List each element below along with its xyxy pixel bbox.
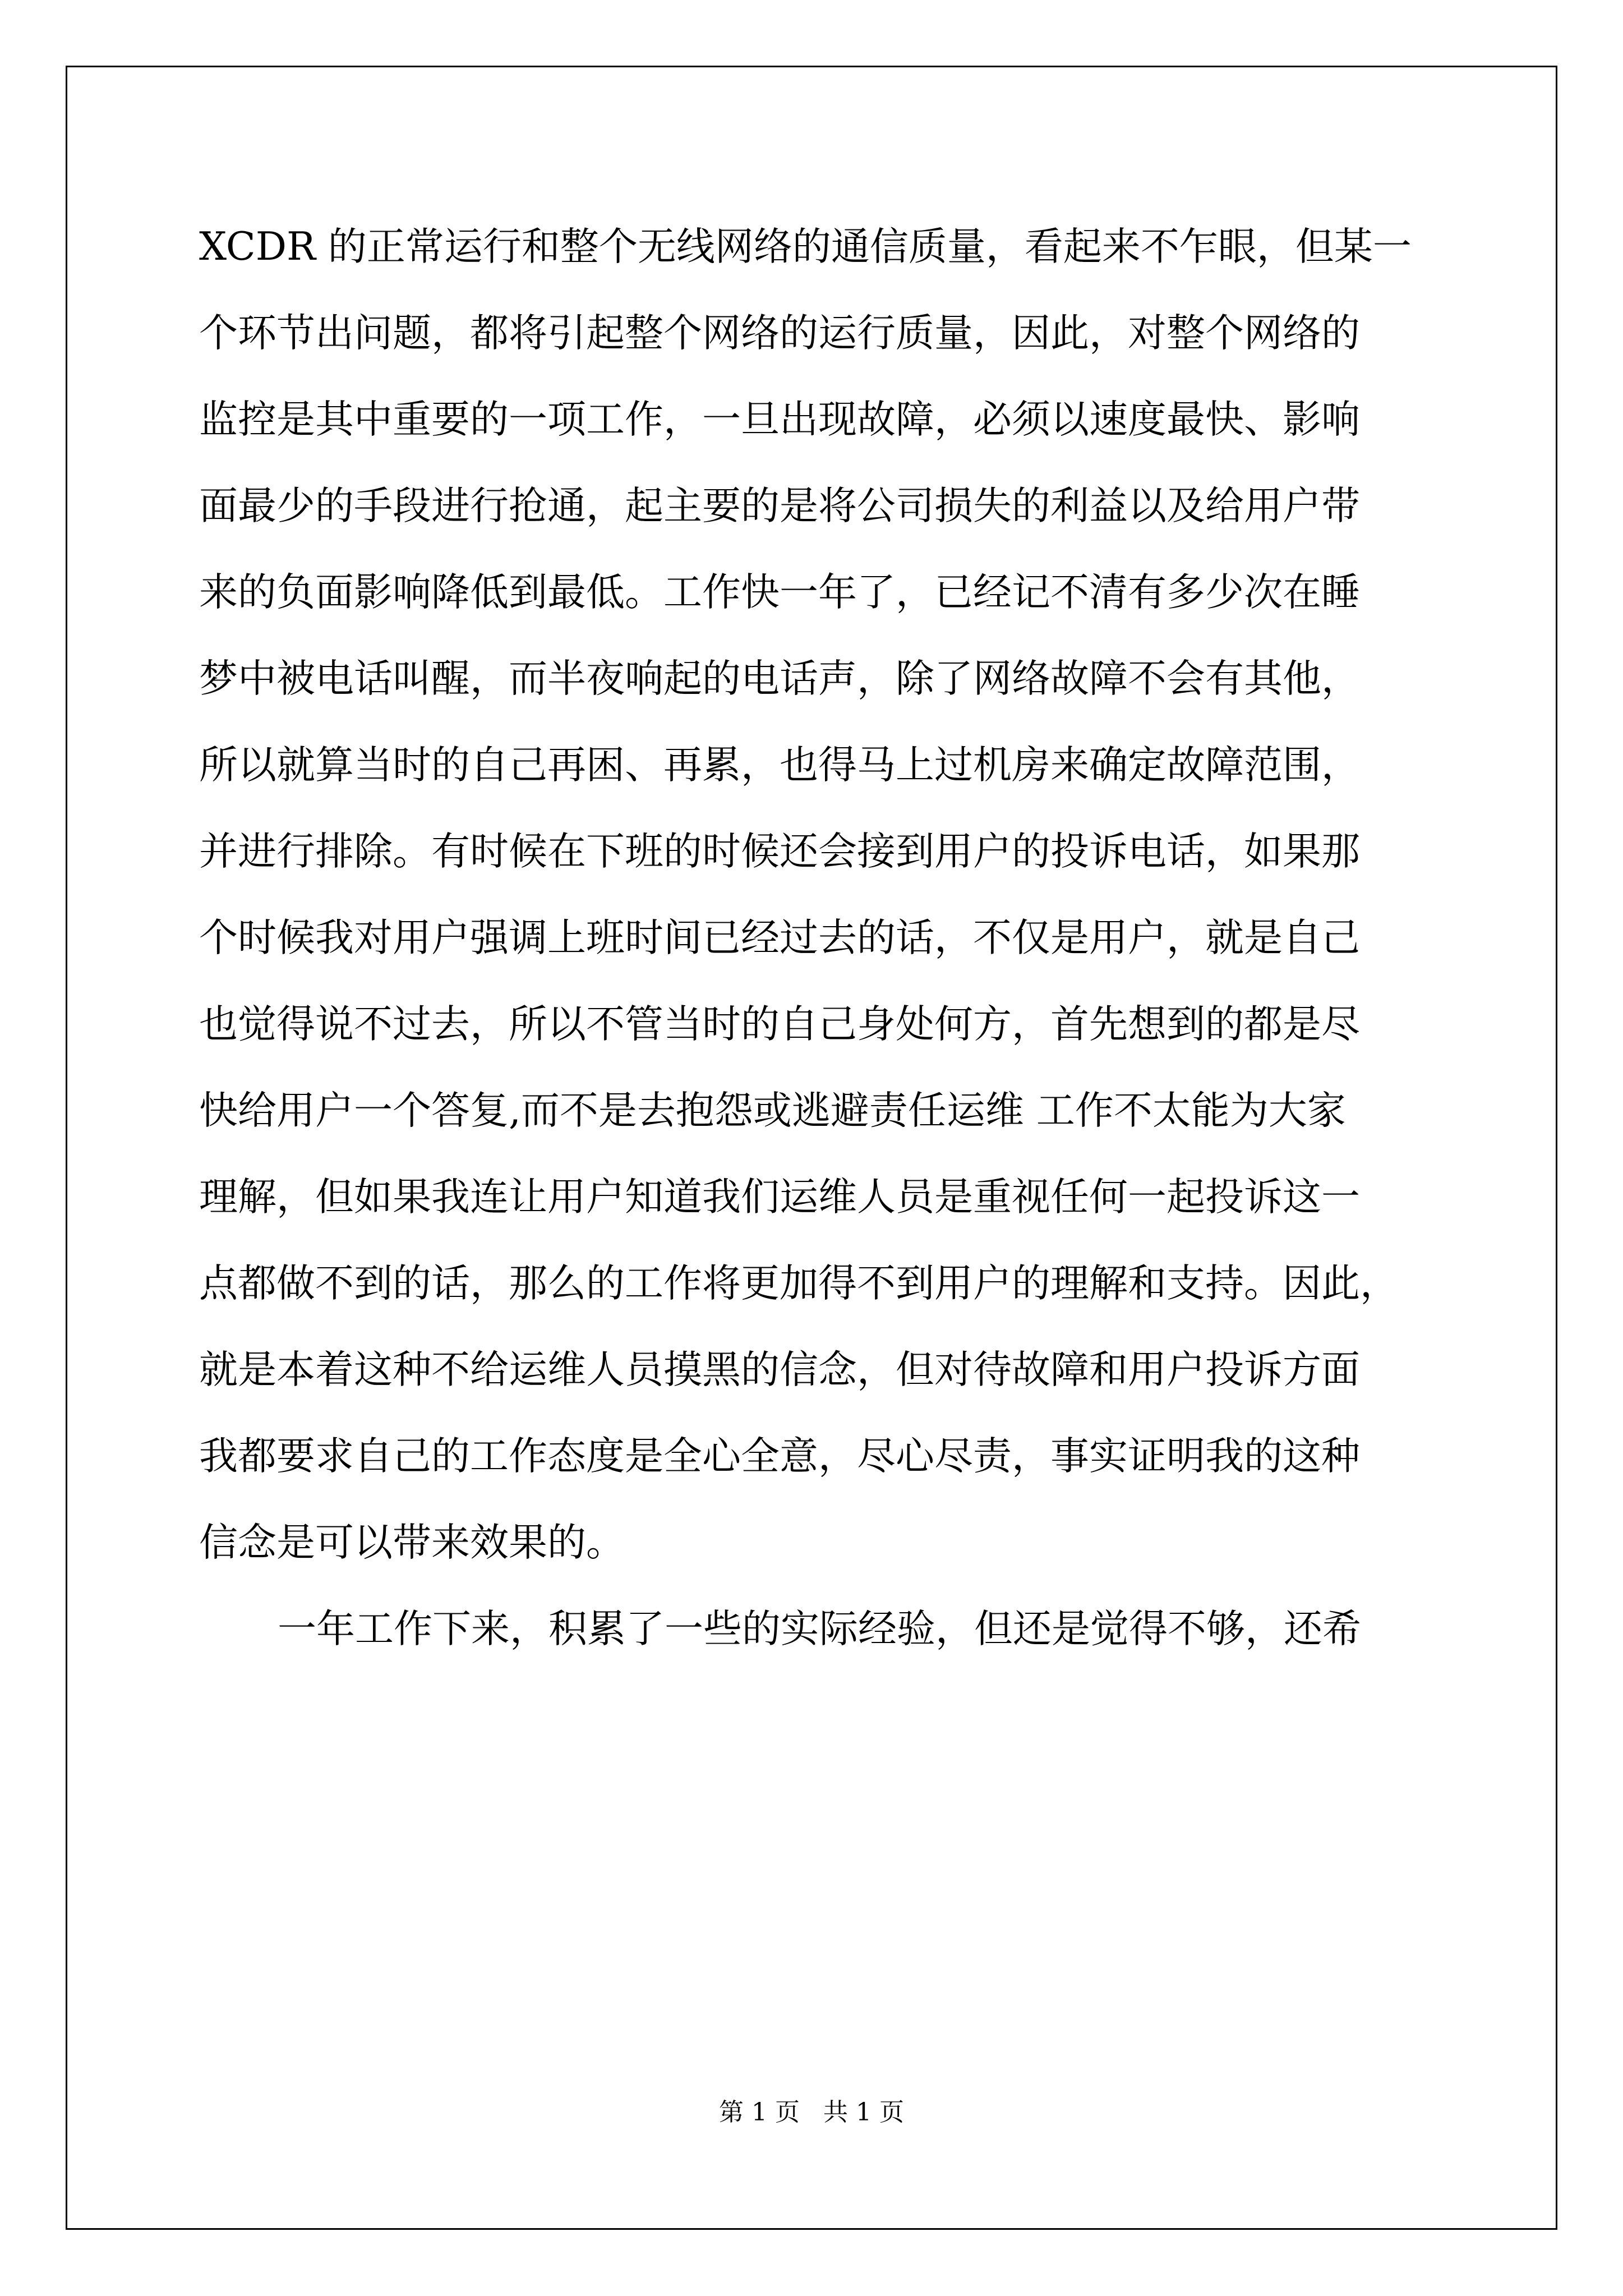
text-line: 我都要求自己的工作态度是全心全意，尽心尽责，事实证明我的这种: [199, 1434, 1360, 1479]
text-line: 所以就算当时的自己再困、再累，也得马上过机房来确定故障范围，: [199, 743, 1360, 788]
text-line: 点都做不到的话，那么的工作将更加得不到用户的理解和支持。因此，: [199, 1261, 1399, 1306]
text-line: 理解，但如果我连让用户知道我们运维人员是重视任何一起投诉这一: [199, 1175, 1360, 1220]
text-line: 快给用户一个答复,而不是去抱怨或逃避责任运维 工作不太能为大家: [199, 1088, 1346, 1133]
page-border: [66, 66, 1557, 2230]
text-line: 个时候我对用户强调上班时间已经过去的话，不仅是用户，就是自己: [199, 915, 1360, 960]
text-line: 梦中被电话叫醒，而半夜响起的电话声，除了网络故障不会有其他，: [199, 656, 1360, 701]
paragraph-first-line: 一年工作下来，积累了一些的实际经验，但还是觉得不够，还希: [278, 1607, 1361, 1651]
text-line: 来的负面影响降低到最低。工作快一年了，已经记不清有多少次在睡: [199, 570, 1360, 615]
text-line: 信念是可以带来效果的。: [199, 1520, 625, 1565]
text-line: 个环节出问题，都将引起整个网络的运行质量，因此，对整个网络的: [199, 311, 1360, 356]
text-line: 并进行排除。有时候在下班的时候还会接到用户的投诉电话，如果那: [199, 829, 1360, 874]
text-line: 就是本着这种不给运维人员摸黑的信念，但对待故障和用户投诉方面: [199, 1347, 1360, 1392]
text-line: 也觉得说不过去，所以不管当时的自己身处何方，首先想到的都是尽: [199, 1002, 1360, 1047]
text-line: XCDR 的正常运行和整个无线网络的通信质量，看起来不乍眼，但某一: [199, 224, 1412, 269]
text-line: 监控是其中重要的一项工作，一旦出现故障，必须以速度最快、影响: [199, 397, 1360, 442]
page-number-footer: 第 1 页 共 1 页: [719, 2098, 904, 2127]
text-line: 面最少的手段进行抢通，起主要的是将公司损失的利益以及给用户带: [199, 484, 1360, 528]
